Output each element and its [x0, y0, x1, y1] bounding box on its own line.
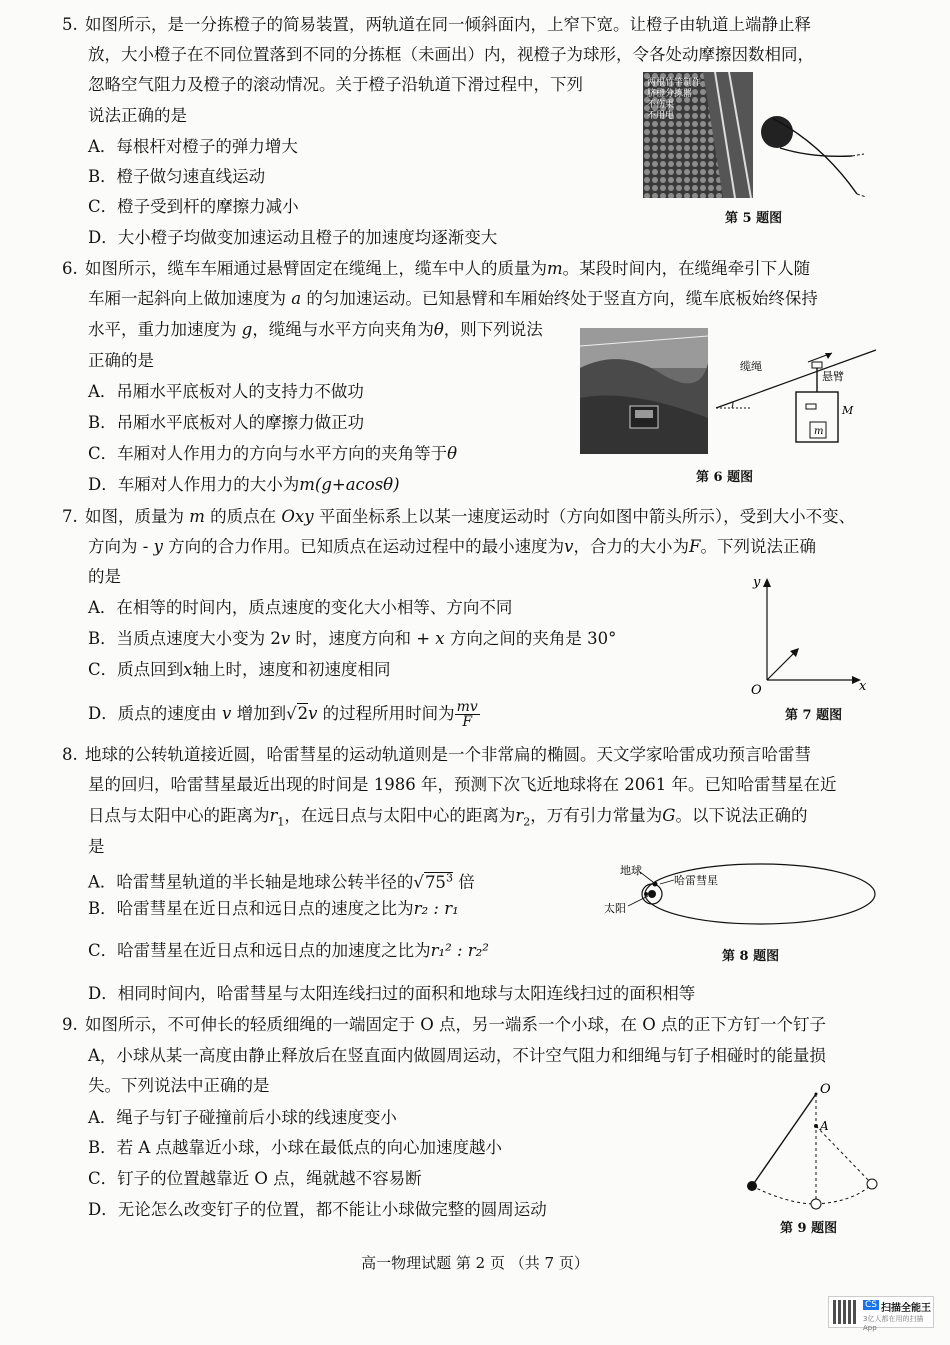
q7-option-b-1: B．当质点速度大小变为 2 [88, 629, 281, 648]
q6-text-4: 正确的是 [88, 351, 154, 370]
q5-rail-lower [780, 148, 852, 156]
watermark-title: 扫描全能王 [881, 1303, 931, 1314]
q5-text-4: 说法正确的是 [88, 106, 187, 125]
q5-rail-diagram [752, 104, 872, 200]
q7-option-b-x: x [435, 629, 445, 648]
q8-option-b-ratio: r₂ : r₁ [413, 899, 459, 918]
q7-option-c-2: 轴上时，速度和初速度相同 [192, 660, 391, 679]
q6-option-d-text: D．车厢对人作用力的大小为 [88, 475, 300, 494]
q6-sym-m: m [547, 259, 563, 278]
q5-option-b: B．橙子做匀速直线运动 [88, 167, 266, 186]
q9-pendulum-diagram [738, 1080, 888, 1214]
q8-option-c [88, 940, 489, 962]
watermark-badge: CS [865, 1300, 877, 1310]
q6-text-2b: 的匀加速运动。已知悬臂和车厢始终处于竖直方向，缆车底板始终保持 [306, 289, 818, 308]
q9-option-a: A．绳子与钉子碰撞前后小球的线速度变小 [88, 1108, 397, 1127]
q8-text-4: 是 [88, 837, 105, 856]
q8-r2-sub: 2 [523, 815, 531, 829]
q8-option-a-2: 倍 [458, 872, 475, 892]
q6-label-arm: 悬臂 [822, 370, 844, 383]
q8-text-3a: 日点与太阳中心的距离为 [88, 806, 270, 825]
q9-ball [747, 1181, 757, 1191]
q9-number: 9. [62, 1015, 78, 1034]
q6-text-2a: 车厢一起斜向上做加速度为 [88, 289, 286, 308]
q8-orbit-diagram [600, 858, 880, 930]
q8-text-3c: ，万有引力常量为 [530, 806, 663, 825]
q6-number: 6. [62, 259, 78, 278]
q7-axes-diagram [745, 572, 875, 698]
q8-option-a-exp: 3 [445, 871, 453, 884]
q6-text-3a: 水平，重力加速度为 [88, 320, 237, 339]
q5-option-d: D．大小橙子均做变加速运动且橙子的加速度均逐渐变大 [88, 228, 498, 247]
q7-option-d-1: D．质点的速度由 [88, 704, 217, 723]
q8-option-a: A．哈雷彗星轨道的半长轴是地球公转半径的$√75^3$ 倍 [88, 871, 475, 892]
q9-option-b: B．若 A 点越靠近小球，小球在最低点的向心加速度越小 [88, 1138, 503, 1157]
q9-text-1: 如图所示，不可伸长的轻质细绳的一端固定于 O 点，另一端系一个小球，在 O 点的正下方钉一个钉子 [85, 1015, 827, 1034]
q5-number: 5. [62, 15, 78, 34]
q6-text-1b: 。某段时间内，在缆绳牵引下人随 [562, 259, 811, 278]
q8-option-c-1: C．哈雷彗星在近日点和远日点的加速度之比为 [88, 941, 431, 960]
q7-line-1 [62, 506, 855, 528]
q8-r2: r [515, 806, 524, 825]
q8-label-sun: 太阳 [604, 902, 626, 915]
q7-sym-v: v [564, 537, 574, 556]
q8-text-2: 星的回归，哈雷彗星最近出现的时间是 1986 年，预测下次飞近地球将在 2061 年。已知哈雷彗星在近 [88, 775, 837, 794]
q7-option-d-v: v [221, 704, 232, 723]
q7-option-c-x: x [183, 660, 193, 679]
q5-photo-text-3: 不伤果 [647, 100, 675, 110]
q7-option-d-3: 的过程所用时间为 [322, 704, 455, 723]
qr-code-icon [833, 1300, 857, 1324]
q7-caption: 第 7 题图 [785, 708, 843, 723]
q7-text-1c: 平面坐标系上以某一速度运动时（方向如图中箭头所示），受到大小不变、 [318, 507, 856, 526]
q7-option-b-v: v [280, 629, 291, 648]
q8-label-earth: 地球 [620, 864, 642, 877]
q5-option-c: C．橙子受到杆的摩擦力减小 [88, 197, 299, 216]
q7-sym-oxy: Oxy [281, 507, 314, 526]
q9-line-1 [62, 1014, 826, 1036]
q6-caption: 第 6 题图 [696, 470, 754, 485]
q5-orange-sorter-photo [643, 72, 753, 198]
q6-option-c-text: C．车厢对人作用力的方向与水平方向的夹角等于 [88, 444, 448, 463]
q9-text-3: 失。下列说法中正确的是 [88, 1076, 270, 1095]
q9-string-initial [752, 1094, 816, 1186]
q7-option-b [88, 628, 616, 650]
q6-text-3c: ，则下列说法 [443, 320, 543, 339]
q8-line-3 [88, 805, 807, 833]
q9-nail [814, 1124, 818, 1128]
q8-comet-orbit [645, 864, 875, 924]
q8-text-3d: 。以下说法正确的 [675, 806, 808, 825]
q5-photo-text-2: 脐橙分拣器 [647, 89, 693, 99]
q6-line-1 [62, 258, 810, 280]
q8-line-1 [62, 744, 811, 766]
q8-option-c-ratio: r₁² : r₂² [430, 941, 489, 960]
q7-sym-m: m [189, 507, 205, 526]
q8-option-a-1: A．哈雷彗星轨道的半长轴是地球公转半径的 [88, 872, 414, 892]
q5-photo-text-4: 不用电 [647, 111, 675, 121]
q7-option-c [88, 659, 390, 681]
q7-number: 7. [62, 507, 78, 526]
q8-text-3b: ，在远日点与太阳中心的距离为 [284, 806, 516, 825]
q8-G: G [662, 806, 676, 825]
q6-line-3 [88, 319, 543, 341]
q8-option-a-base: 75 [424, 872, 446, 892]
q8-comet [644, 892, 648, 896]
q6-text-1a: 如图所示，缆车车厢通过悬臂固定在缆绳上，缆车中人的质量为 [85, 259, 547, 278]
q9-label-O: O [820, 1082, 831, 1097]
q5-line-1 [62, 14, 811, 36]
page-footer: 高一物理试题 第 2 页 （共 7 页） [361, 1254, 589, 1272]
q9-option-d: D．无论怎么改变钉子的位置，都不能让小球做完整的圆周运动 [88, 1200, 547, 1219]
q7-line-2 [88, 536, 816, 558]
q7-text-2d: 。下列说法正确 [700, 537, 816, 556]
q8-option-d: D．相同时间内，哈雷彗星与太阳连线扫过的面积和地球与太阳连线扫过的面积相等 [88, 984, 696, 1003]
q7-option-d-num: mv [456, 699, 478, 715]
q7-velocity-arrow [767, 650, 797, 680]
q7-text-3: 的是 [88, 567, 121, 586]
q7-option-b-2: 时，速度方向和 + [290, 629, 436, 648]
q5-photo-text-1: 两根竹竿制作 [647, 78, 702, 88]
q8-earth [653, 882, 658, 887]
q8-option-b-1: B．哈雷彗星在近日点和远日点的速度之比为 [88, 899, 414, 918]
q8-sun [648, 890, 656, 898]
q7-option-d-2: 增加到 [236, 704, 287, 723]
q7-option-c-1: C．质点回到 [88, 660, 184, 679]
q6-text-3b: ，缆绳与水平方向夹角为 [252, 320, 434, 339]
q7-text-1a: 如图，质量为 [85, 507, 184, 526]
q6-option-b: B．吊厢水平底板对人的摩擦力做正功 [88, 413, 365, 432]
q8-label-comet: 哈雷彗星 [674, 874, 718, 887]
q7-sym-F: F [688, 537, 701, 556]
q6-option-c [88, 443, 457, 465]
q6-label-person: m [814, 426, 824, 437]
q9-option-c: C．钉子的位置越靠近 O 点，绳就越不容易断 [88, 1169, 422, 1188]
q5-text-3: 忽略空气阻力及橙子的滚动情况。关于橙子沿轨道下滑过程中，下列 [88, 75, 583, 94]
q5-text-2: 放，大小橙子在不同位置落到不同的分拣框（未画出）内，视橙子为球形，令各处动摩擦因数相同， [88, 45, 814, 64]
q6-option-a: A．吊厢水平底板对人的支持力不做功 [88, 382, 364, 401]
q7-text-2a: 方向为 - [88, 537, 154, 556]
scanner-watermark [828, 1296, 934, 1332]
q7-option-a: A．在相等的时间内，质点速度的变化大小相等、方向不同 [88, 598, 513, 617]
q8-r1-sub: 1 [277, 815, 285, 829]
q6-sym-theta: θ [433, 320, 444, 339]
q6-cable-diagram [712, 340, 880, 446]
q6-label-car: M [842, 404, 854, 417]
q7-option-d-v2: v [308, 704, 318, 723]
q9-caption: 第 9 题图 [780, 1221, 838, 1236]
q7-option-b-3: 方向之间的夹角是 30° [444, 629, 617, 648]
q8-r1: r [269, 806, 278, 825]
q6-option-c-theta: θ [447, 444, 458, 463]
q6-option-d-formula: m(g+acosθ) [299, 475, 400, 494]
q7-option-d-den: F [462, 714, 473, 730]
q7-option-d-root: 2 [297, 704, 309, 723]
watermark-subtitle: 3亿人都在用的扫描App [863, 1315, 924, 1332]
q7-label-x: x [859, 679, 867, 694]
q7-option-d: D．质点的速度由 v 增加到√2v 的过程所用时间为 $\frac{mv}{F}$ [88, 699, 478, 730]
q7-text-1b: 的质点在 [210, 507, 277, 526]
q6-cable-car-photo [580, 328, 708, 454]
q8-option-a-root [424, 872, 453, 892]
q6-sym-a: a [291, 289, 302, 308]
q7-label-y: y [753, 575, 761, 590]
q9-text-2: A，小球从某一高度由静止释放后在竖直面内做圆周运动，不计空气阻力和细绳与钉子相碰时的能量损 [88, 1046, 826, 1065]
q8-text-1: 地球的公转轨道接近圆，哈雷彗星的运动轨道则是一个非常扁的椭圆。天文学家哈雷成功预言哈雷彗 [85, 745, 811, 764]
q5-text-1: 如图所示，是一分拣橙子的简易装置，两轨道在同一倾斜面内，上窄下宽。让橙子由轨道上端静止释 [85, 15, 811, 34]
q8-caption: 第 8 题图 [722, 949, 780, 964]
q5-option-a: A．每根杆对橙子的弹力增大 [88, 137, 298, 156]
q5-caption: 第 5 题图 [725, 211, 783, 226]
q7-option-d-fraction [455, 700, 480, 729]
q7-sym-y: y [153, 537, 163, 556]
q8-number: 8. [62, 745, 78, 764]
q7-label-origin: O [751, 683, 762, 698]
q8-option-b [88, 898, 459, 920]
q7-text-2c: ，合力的大小为 [573, 537, 689, 556]
q7-text-2b: 方向的合力作用。已知质点在运动过程中的最小速度为 [162, 537, 565, 556]
q6-label-cable: 缆绳 [740, 360, 762, 373]
q6-line-2 [88, 288, 818, 310]
q6-option-d [88, 474, 400, 496]
q9-label-A: A [820, 1119, 829, 1133]
q6-sym-g: g [241, 320, 253, 339]
